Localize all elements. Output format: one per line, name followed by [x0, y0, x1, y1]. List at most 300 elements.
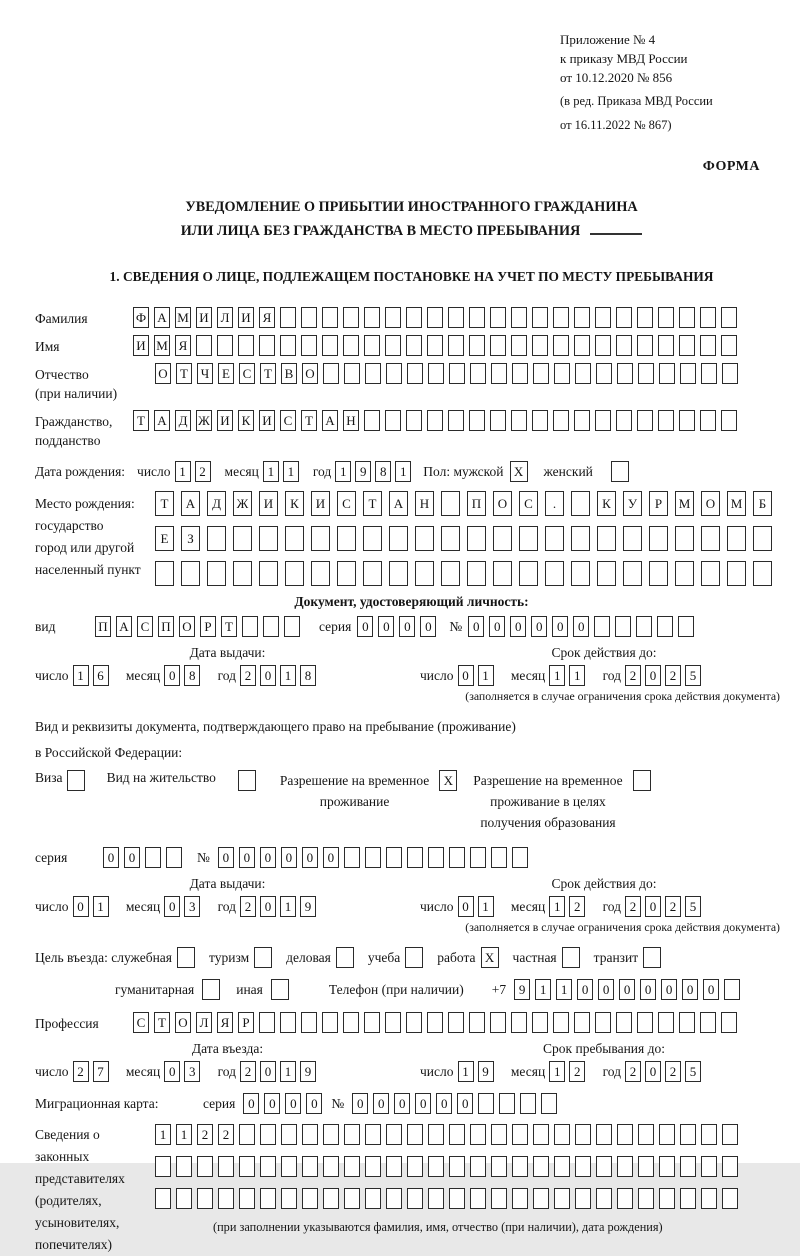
char-cell[interactable]: 0 — [260, 847, 276, 868]
char-cell[interactable] — [617, 1124, 633, 1145]
char-cell[interactable] — [280, 335, 296, 356]
char-cell[interactable]: 0 — [306, 1093, 322, 1114]
char-cell[interactable] — [722, 363, 738, 384]
char-cell[interactable]: 2 — [665, 1061, 681, 1082]
char-cell[interactable]: 0 — [164, 665, 180, 686]
char-cell[interactable] — [470, 1188, 486, 1209]
char-cell[interactable]: 0 — [468, 616, 484, 637]
char-cell[interactable] — [260, 1156, 276, 1177]
char-cell[interactable] — [311, 526, 330, 551]
char-cell[interactable] — [155, 561, 174, 586]
char-cell[interactable] — [449, 1156, 465, 1177]
char-cell[interactable] — [541, 1093, 557, 1114]
char-cell[interactable] — [637, 335, 653, 356]
char-cell[interactable] — [428, 1156, 444, 1177]
char-cell[interactable]: 0 — [619, 979, 635, 1000]
char-cell[interactable] — [512, 1188, 528, 1209]
char-cell[interactable]: 1 — [73, 665, 89, 686]
char-cell[interactable] — [553, 1012, 569, 1033]
char-cell[interactable] — [322, 335, 338, 356]
char-cell[interactable]: 2 — [569, 1061, 585, 1082]
char-cell[interactable] — [658, 410, 674, 431]
char-cell[interactable] — [239, 1156, 255, 1177]
char-cell[interactable] — [259, 1012, 275, 1033]
char-cell[interactable]: 5 — [685, 665, 701, 686]
char-cell[interactable] — [679, 335, 695, 356]
char-cell[interactable] — [616, 410, 632, 431]
char-cell[interactable]: Б — [753, 491, 772, 516]
char-cell[interactable] — [637, 307, 653, 328]
char-cell[interactable]: 0 — [598, 979, 614, 1000]
char-cell[interactable]: 2 — [240, 896, 256, 917]
char-cell[interactable] — [260, 1124, 276, 1145]
char-cell[interactable] — [701, 526, 720, 551]
char-cell[interactable] — [532, 1012, 548, 1033]
char-cell[interactable]: 0 — [239, 847, 255, 868]
char-cell[interactable] — [727, 561, 746, 586]
char-cell[interactable]: 1 — [335, 461, 351, 482]
purpose-study-checkbox[interactable] — [405, 947, 423, 968]
char-cell[interactable] — [571, 491, 590, 516]
char-cell[interactable] — [700, 410, 716, 431]
char-cell[interactable] — [415, 561, 434, 586]
char-cell[interactable]: Т — [155, 491, 174, 516]
char-cell[interactable]: 0 — [260, 665, 276, 686]
char-cell[interactable] — [363, 526, 382, 551]
char-cell[interactable] — [617, 1188, 633, 1209]
char-cell[interactable]: 0 — [323, 847, 339, 868]
char-cell[interactable] — [533, 363, 549, 384]
char-cell[interactable] — [448, 1012, 464, 1033]
char-cell[interactable]: О — [155, 363, 171, 384]
char-cell[interactable]: О — [701, 491, 720, 516]
char-cell[interactable] — [364, 335, 380, 356]
char-cell[interactable] — [449, 1124, 465, 1145]
char-cell[interactable]: 9 — [514, 979, 530, 1000]
char-cell[interactable]: 1 — [458, 1061, 474, 1082]
char-cell[interactable]: О — [493, 491, 512, 516]
char-cell[interactable]: Т — [176, 363, 192, 384]
char-cell[interactable]: 2 — [73, 1061, 89, 1082]
char-cell[interactable] — [575, 1124, 591, 1145]
char-cell[interactable] — [364, 1012, 380, 1033]
char-cell[interactable] — [533, 1124, 549, 1145]
char-cell[interactable]: 0 — [302, 847, 318, 868]
char-cell[interactable] — [155, 1156, 171, 1177]
char-cell[interactable] — [448, 307, 464, 328]
char-cell[interactable] — [491, 1188, 507, 1209]
char-cell[interactable] — [680, 1188, 696, 1209]
char-cell[interactable] — [365, 1124, 381, 1145]
char-cell[interactable] — [406, 410, 422, 431]
char-cell[interactable]: 0 — [399, 616, 415, 637]
char-cell[interactable] — [176, 1188, 192, 1209]
char-cell[interactable] — [491, 1124, 507, 1145]
purpose-transit-checkbox[interactable] — [643, 947, 661, 968]
char-cell[interactable] — [594, 616, 610, 637]
char-cell[interactable] — [595, 335, 611, 356]
char-cell[interactable] — [490, 307, 506, 328]
char-cell[interactable]: О — [175, 1012, 191, 1033]
char-cell[interactable] — [155, 1188, 171, 1209]
char-cell[interactable] — [649, 526, 668, 551]
char-cell[interactable] — [638, 1124, 654, 1145]
char-cell[interactable]: М — [175, 307, 191, 328]
char-cell[interactable]: М — [727, 491, 746, 516]
char-cell[interactable] — [616, 335, 632, 356]
char-cell[interactable] — [407, 1156, 423, 1177]
char-cell[interactable] — [323, 1188, 339, 1209]
char-cell[interactable] — [617, 1156, 633, 1177]
char-cell[interactable]: Т — [363, 491, 382, 516]
char-cell[interactable]: Т — [260, 363, 276, 384]
char-cell[interactable] — [407, 363, 423, 384]
char-cell[interactable] — [680, 1156, 696, 1177]
char-cell[interactable] — [575, 1156, 591, 1177]
char-cell[interactable] — [441, 491, 460, 516]
char-cell[interactable] — [533, 1188, 549, 1209]
char-cell[interactable] — [281, 1188, 297, 1209]
char-cell[interactable] — [386, 1156, 402, 1177]
char-cell[interactable]: Е — [218, 363, 234, 384]
char-cell[interactable]: Р — [200, 616, 216, 637]
char-cell[interactable]: И — [196, 307, 212, 328]
char-cell[interactable] — [499, 1093, 515, 1114]
char-cell[interactable] — [636, 616, 652, 637]
char-cell[interactable]: И — [259, 410, 275, 431]
char-cell[interactable] — [478, 1093, 494, 1114]
char-cell[interactable]: 0 — [394, 1093, 410, 1114]
char-cell[interactable]: 5 — [685, 1061, 701, 1082]
char-cell[interactable]: 1 — [556, 979, 572, 1000]
char-cell[interactable]: 1 — [280, 896, 296, 917]
char-cell[interactable] — [385, 1012, 401, 1033]
char-cell[interactable]: П — [158, 616, 174, 637]
char-cell[interactable]: 2 — [218, 1124, 234, 1145]
char-cell[interactable]: 0 — [285, 1093, 301, 1114]
char-cell[interactable]: А — [181, 491, 200, 516]
char-cell[interactable] — [323, 363, 339, 384]
char-cell[interactable]: Р — [238, 1012, 254, 1033]
char-cell[interactable] — [701, 1124, 717, 1145]
char-cell[interactable] — [385, 335, 401, 356]
char-cell[interactable]: 1 — [569, 665, 585, 686]
char-cell[interactable] — [638, 1156, 654, 1177]
char-cell[interactable]: 6 — [93, 665, 109, 686]
char-cell[interactable] — [197, 1188, 213, 1209]
char-cell[interactable]: Т — [133, 410, 149, 431]
char-cell[interactable]: Н — [343, 410, 359, 431]
char-cell[interactable]: . — [545, 491, 564, 516]
char-cell[interactable]: Д — [207, 491, 226, 516]
char-cell[interactable]: 0 — [457, 1093, 473, 1114]
char-cell[interactable] — [533, 1156, 549, 1177]
char-cell[interactable] — [166, 847, 182, 868]
char-cell[interactable] — [658, 335, 674, 356]
char-cell[interactable] — [337, 561, 356, 586]
char-cell[interactable] — [616, 307, 632, 328]
char-cell[interactable]: А — [154, 307, 170, 328]
char-cell[interactable] — [511, 1012, 527, 1033]
char-cell[interactable]: 1 — [93, 896, 109, 917]
char-cell[interactable]: 0 — [489, 616, 505, 637]
char-cell[interactable] — [657, 616, 673, 637]
char-cell[interactable] — [301, 307, 317, 328]
char-cell[interactable]: 0 — [373, 1093, 389, 1114]
char-cell[interactable] — [532, 335, 548, 356]
char-cell[interactable] — [574, 307, 590, 328]
char-cell[interactable] — [545, 526, 564, 551]
char-cell[interactable] — [176, 1156, 192, 1177]
char-cell[interactable]: 0 — [420, 616, 436, 637]
char-cell[interactable] — [470, 363, 486, 384]
char-cell[interactable]: З — [181, 526, 200, 551]
char-cell[interactable] — [302, 1156, 318, 1177]
char-cell[interactable] — [511, 307, 527, 328]
char-cell[interactable]: Т — [301, 410, 317, 431]
char-cell[interactable]: 1 — [549, 896, 565, 917]
char-cell[interactable] — [343, 335, 359, 356]
char-cell[interactable] — [449, 1188, 465, 1209]
char-cell[interactable] — [285, 526, 304, 551]
char-cell[interactable] — [679, 1012, 695, 1033]
char-cell[interactable]: О — [302, 363, 318, 384]
char-cell[interactable]: Л — [196, 1012, 212, 1033]
char-cell[interactable] — [470, 847, 486, 868]
char-cell[interactable] — [700, 307, 716, 328]
char-cell[interactable] — [595, 1012, 611, 1033]
char-cell[interactable] — [428, 363, 444, 384]
char-cell[interactable]: 0 — [510, 616, 526, 637]
char-cell[interactable]: 2 — [665, 896, 681, 917]
char-cell[interactable]: 0 — [552, 616, 568, 637]
char-cell[interactable]: В — [281, 363, 297, 384]
char-cell[interactable] — [493, 561, 512, 586]
char-cell[interactable] — [519, 561, 538, 586]
char-cell[interactable] — [596, 1124, 612, 1145]
char-cell[interactable] — [322, 1012, 338, 1033]
char-cell[interactable] — [595, 410, 611, 431]
char-cell[interactable] — [679, 307, 695, 328]
char-cell[interactable] — [532, 307, 548, 328]
char-cell[interactable] — [386, 1124, 402, 1145]
char-cell[interactable] — [574, 335, 590, 356]
char-cell[interactable] — [344, 1124, 360, 1145]
char-cell[interactable] — [427, 410, 443, 431]
char-cell[interactable] — [512, 363, 528, 384]
char-cell[interactable] — [207, 526, 226, 551]
char-cell[interactable] — [701, 1188, 717, 1209]
char-cell[interactable] — [302, 1124, 318, 1145]
char-cell[interactable] — [520, 1093, 536, 1114]
char-cell[interactable] — [638, 1188, 654, 1209]
char-cell[interactable] — [364, 410, 380, 431]
char-cell[interactable] — [490, 335, 506, 356]
char-cell[interactable] — [218, 1156, 234, 1177]
char-cell[interactable] — [721, 410, 737, 431]
char-cell[interactable] — [301, 335, 317, 356]
char-cell[interactable] — [659, 1124, 675, 1145]
char-cell[interactable] — [597, 526, 616, 551]
char-cell[interactable]: Д — [175, 410, 191, 431]
char-cell[interactable] — [490, 410, 506, 431]
char-cell[interactable] — [365, 847, 381, 868]
char-cell[interactable] — [649, 561, 668, 586]
char-cell[interactable] — [365, 363, 381, 384]
char-cell[interactable] — [511, 335, 527, 356]
char-cell[interactable] — [553, 410, 569, 431]
char-cell[interactable]: Ч — [197, 363, 213, 384]
char-cell[interactable]: 0 — [73, 896, 89, 917]
temp-permit-checkbox[interactable]: X — [439, 770, 457, 791]
char-cell[interactable]: О — [179, 616, 195, 637]
char-cell[interactable] — [344, 363, 360, 384]
char-cell[interactable] — [679, 410, 695, 431]
char-cell[interactable] — [467, 561, 486, 586]
char-cell[interactable] — [364, 307, 380, 328]
char-cell[interactable]: 0 — [531, 616, 547, 637]
char-cell[interactable] — [233, 561, 252, 586]
char-cell[interactable] — [491, 363, 507, 384]
char-cell[interactable] — [281, 1124, 297, 1145]
purpose-official-checkbox[interactable] — [177, 947, 195, 968]
char-cell[interactable]: 9 — [300, 1061, 316, 1082]
char-cell[interactable]: 0 — [573, 616, 589, 637]
char-cell[interactable] — [701, 363, 717, 384]
purpose-private-checkbox[interactable] — [562, 947, 580, 968]
char-cell[interactable] — [301, 1012, 317, 1033]
char-cell[interactable] — [344, 847, 360, 868]
char-cell[interactable] — [281, 1156, 297, 1177]
char-cell[interactable]: И — [259, 491, 278, 516]
char-cell[interactable]: 8 — [375, 461, 391, 482]
char-cell[interactable] — [259, 526, 278, 551]
char-cell[interactable] — [389, 526, 408, 551]
char-cell[interactable] — [322, 307, 338, 328]
char-cell[interactable] — [407, 847, 423, 868]
char-cell[interactable]: 2 — [665, 665, 681, 686]
char-cell[interactable]: 0 — [164, 896, 180, 917]
char-cell[interactable] — [407, 1188, 423, 1209]
char-cell[interactable]: А — [389, 491, 408, 516]
char-cell[interactable] — [260, 1188, 276, 1209]
char-cell[interactable] — [753, 526, 772, 551]
char-cell[interactable] — [675, 526, 694, 551]
char-cell[interactable] — [427, 1012, 443, 1033]
char-cell[interactable] — [658, 1012, 674, 1033]
char-cell[interactable] — [701, 1156, 717, 1177]
char-cell[interactable]: Я — [217, 1012, 233, 1033]
char-cell[interactable]: 0 — [682, 979, 698, 1000]
char-cell[interactable] — [637, 410, 653, 431]
char-cell[interactable]: 2 — [195, 461, 211, 482]
char-cell[interactable] — [448, 410, 464, 431]
char-cell[interactable]: У — [623, 491, 642, 516]
char-cell[interactable] — [196, 335, 212, 356]
char-cell[interactable]: 2 — [625, 1061, 641, 1082]
char-cell[interactable] — [239, 1188, 255, 1209]
char-cell[interactable]: 0 — [645, 896, 661, 917]
char-cell[interactable] — [491, 847, 507, 868]
char-cell[interactable] — [386, 847, 402, 868]
char-cell[interactable]: 1 — [280, 1061, 296, 1082]
char-cell[interactable]: С — [239, 363, 255, 384]
char-cell[interactable] — [448, 335, 464, 356]
char-cell[interactable] — [389, 561, 408, 586]
char-cell[interactable] — [385, 307, 401, 328]
char-cell[interactable]: 1 — [280, 665, 296, 686]
char-cell[interactable]: С — [137, 616, 153, 637]
char-cell[interactable]: Я — [175, 335, 191, 356]
char-cell[interactable] — [259, 335, 275, 356]
char-cell[interactable] — [385, 410, 401, 431]
char-cell[interactable] — [323, 1124, 339, 1145]
char-cell[interactable] — [337, 526, 356, 551]
char-cell[interactable] — [596, 1156, 612, 1177]
char-cell[interactable]: 1 — [283, 461, 299, 482]
char-cell[interactable]: 0 — [645, 665, 661, 686]
char-cell[interactable]: 8 — [184, 665, 200, 686]
char-cell[interactable]: Н — [415, 491, 434, 516]
char-cell[interactable] — [554, 1188, 570, 1209]
char-cell[interactable]: 2 — [569, 896, 585, 917]
char-cell[interactable] — [721, 307, 737, 328]
char-cell[interactable] — [545, 561, 564, 586]
sex-female-checkbox[interactable] — [611, 461, 629, 482]
char-cell[interactable]: 0 — [243, 1093, 259, 1114]
char-cell[interactable] — [280, 307, 296, 328]
purpose-business-checkbox[interactable] — [336, 947, 354, 968]
purpose-work-checkbox[interactable]: X — [481, 947, 499, 968]
char-cell[interactable] — [343, 307, 359, 328]
char-cell[interactable]: 0 — [164, 1061, 180, 1082]
char-cell[interactable]: 2 — [240, 665, 256, 686]
char-cell[interactable]: И — [133, 335, 149, 356]
char-cell[interactable]: И — [217, 410, 233, 431]
char-cell[interactable] — [727, 526, 746, 551]
char-cell[interactable] — [701, 561, 720, 586]
char-cell[interactable]: 1 — [478, 665, 494, 686]
char-cell[interactable]: 0 — [703, 979, 719, 1000]
char-cell[interactable] — [554, 1124, 570, 1145]
char-cell[interactable] — [323, 1156, 339, 1177]
residence-permit-checkbox[interactable] — [238, 770, 256, 791]
edu-permit-checkbox[interactable] — [633, 770, 651, 791]
char-cell[interactable] — [407, 1124, 423, 1145]
char-cell[interactable] — [242, 616, 258, 637]
char-cell[interactable]: Ф — [133, 307, 149, 328]
char-cell[interactable]: 0 — [645, 1061, 661, 1082]
char-cell[interactable]: И — [238, 307, 254, 328]
char-cell[interactable] — [197, 1156, 213, 1177]
char-cell[interactable]: П — [467, 491, 486, 516]
char-cell[interactable] — [428, 847, 444, 868]
char-cell[interactable] — [145, 847, 161, 868]
char-cell[interactable] — [623, 561, 642, 586]
char-cell[interactable]: 8 — [300, 665, 316, 686]
char-cell[interactable] — [469, 335, 485, 356]
char-cell[interactable] — [722, 1124, 738, 1145]
char-cell[interactable]: 9 — [478, 1061, 494, 1082]
char-cell[interactable]: 3 — [184, 896, 200, 917]
char-cell[interactable]: 0 — [260, 896, 276, 917]
char-cell[interactable] — [700, 335, 716, 356]
char-cell[interactable] — [753, 561, 772, 586]
char-cell[interactable]: 0 — [281, 847, 297, 868]
char-cell[interactable] — [415, 526, 434, 551]
purpose-humanitarian-checkbox[interactable] — [202, 979, 220, 1000]
char-cell[interactable] — [575, 363, 591, 384]
